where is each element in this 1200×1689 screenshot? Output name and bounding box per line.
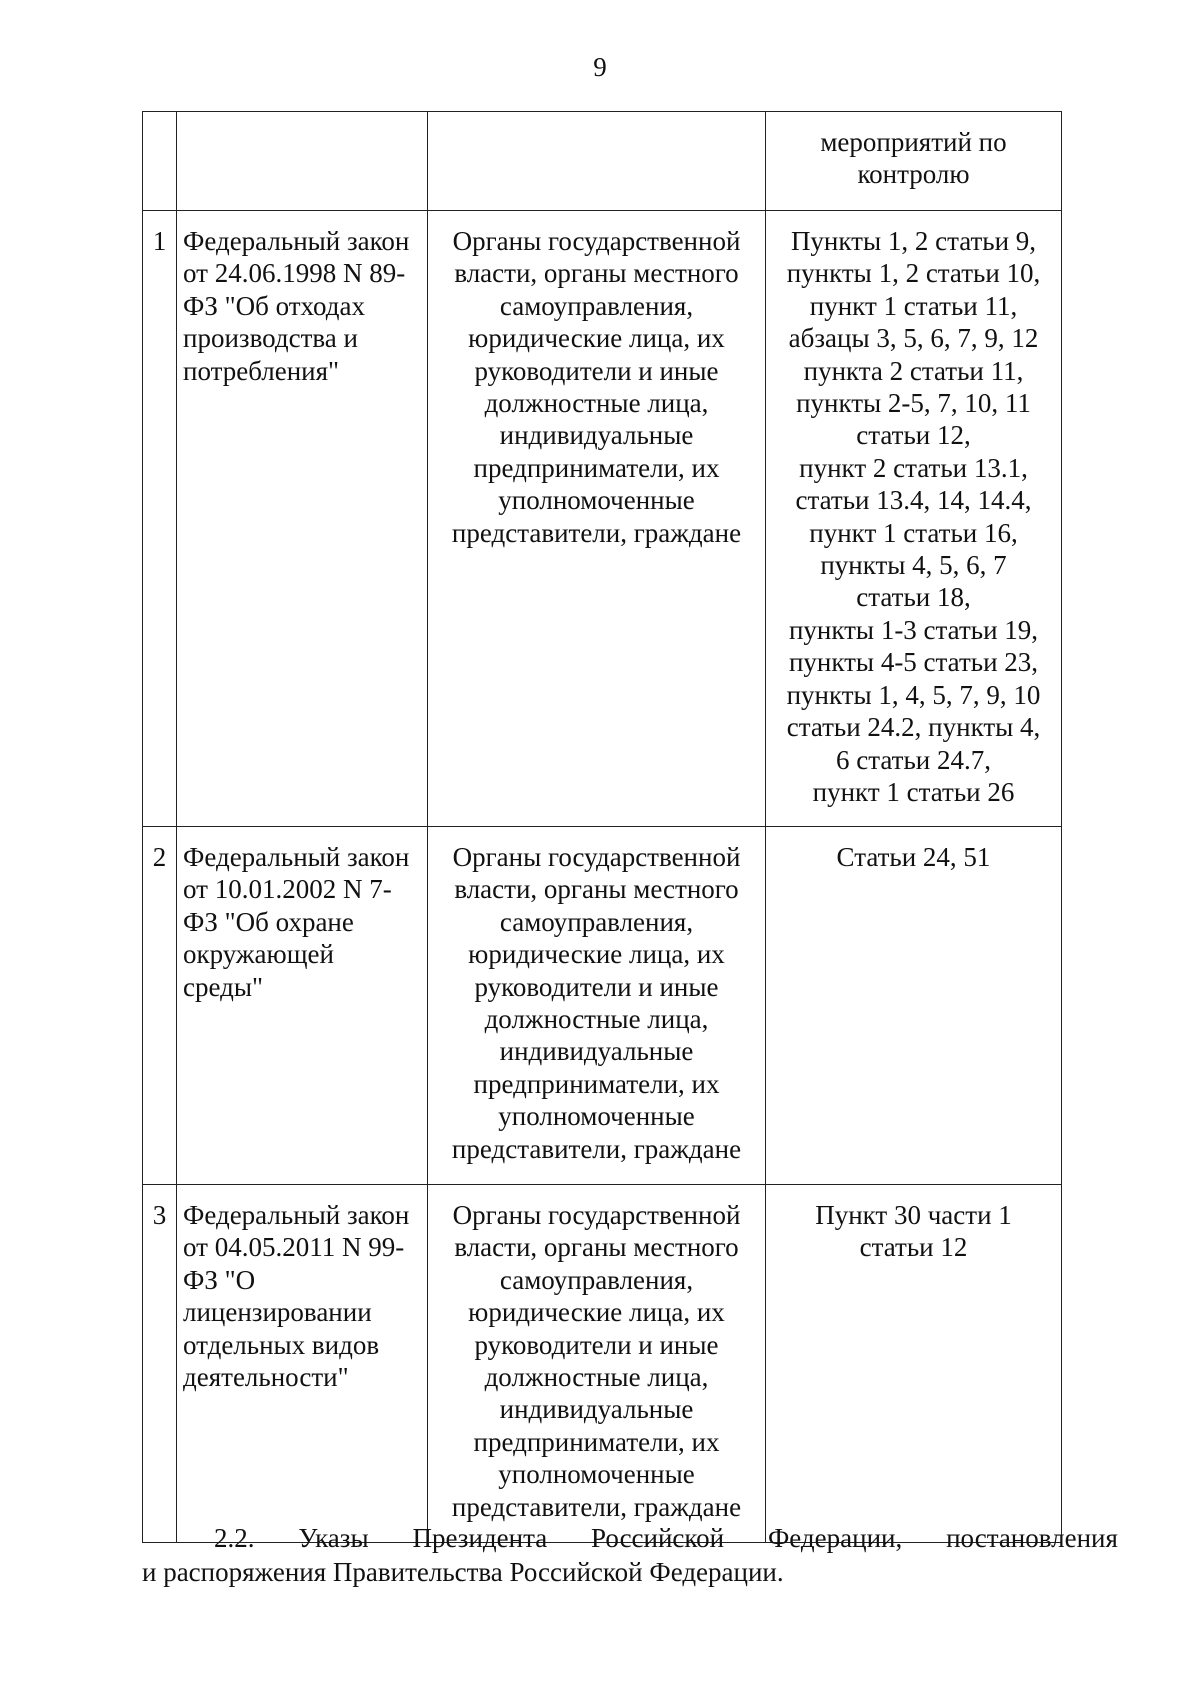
subjects-line: руководители и иные — [474, 355, 719, 386]
paragraph-word: Федерации, — [767, 1523, 903, 1553]
subjects-line: индивидуальные — [499, 420, 694, 451]
row-number: 2 — [143, 827, 177, 1185]
act-line: отдельных видов — [183, 1329, 380, 1360]
act-line: ФЗ "Об охране — [183, 906, 354, 937]
row-number: 1 — [143, 211, 177, 827]
act-line: от 24.06.1998 N 89- — [183, 258, 406, 289]
subjects-line: должностные лица, — [484, 1362, 709, 1393]
refs-line: пункт 1 статьи 16, — [809, 517, 1018, 548]
law-table — [142, 111, 1062, 1543]
row-number: 3 — [143, 1185, 177, 1543]
subjects-line: предприниматели, их — [473, 1068, 720, 1099]
act-line: ФЗ "О — [183, 1264, 256, 1295]
subjects-cell — [428, 827, 766, 1185]
refs-cell — [766, 211, 1062, 827]
refs-line: статьи 12 — [859, 1232, 968, 1263]
act-line: ФЗ "Об отходах — [183, 290, 365, 321]
paragraph-line-2: и распоряжения Правительства Российской Федерации. — [142, 1557, 784, 1587]
refs-line: пункты 4, 5, 6, 7 — [820, 550, 1007, 581]
subjects-line: Органы государственной — [452, 842, 741, 872]
subjects-line: самоуправления, — [499, 290, 694, 321]
act-line: Федеральный закон — [183, 1200, 410, 1230]
subjects-cell — [428, 211, 766, 827]
subjects-line: предприниматели, их — [473, 452, 720, 483]
act-line: окружающей — [183, 939, 334, 970]
refs-line: Статьи 24, 51 — [836, 842, 991, 872]
refs-line: пункт 2 статьи 13.1, — [799, 452, 1028, 483]
act-line: Федеральный закон — [183, 226, 410, 256]
subjects-line: юридические лица, их — [468, 1297, 725, 1328]
header-cell-subjects — [428, 112, 766, 211]
refs-line: статьи 13.4, 14, 14.4, — [795, 485, 1032, 516]
refs-cell — [766, 827, 1062, 1185]
refs-line: пункт 1 статьи 26 — [812, 776, 1015, 807]
refs-line: пункты 4-5 статьи 23, — [788, 647, 1039, 678]
act-cell — [177, 1185, 428, 1543]
header-text-line: контролю — [857, 159, 970, 190]
subjects-line: руководители и иные — [474, 971, 719, 1002]
act-line: потребления" — [183, 355, 340, 386]
act-line: от 10.01.2002 N 7- — [183, 874, 392, 905]
subjects-line: уполномоченные — [498, 1459, 695, 1490]
act-cell — [177, 827, 428, 1185]
subjects-line: индивидуальные — [499, 1036, 694, 1067]
subjects-line: индивидуальные — [499, 1394, 694, 1425]
subjects-line: уполномоченные — [498, 485, 695, 516]
paragraph-word: Указы — [298, 1523, 369, 1553]
refs-line: 6 статьи 24.7, — [836, 744, 991, 775]
refs-line: пункты 1, 2 статьи 10, — [786, 258, 1041, 289]
page-number: 9 — [593, 52, 607, 82]
subjects-line: власти, органы местного — [454, 258, 739, 289]
header-cell-act — [177, 112, 428, 211]
subjects-line: руководители и иные — [474, 1329, 719, 1360]
subjects-line: представители, граждане — [451, 1133, 742, 1164]
section-paragraph — [142, 1521, 1118, 1589]
subjects-line: Органы государственной — [452, 226, 741, 256]
subjects-line: самоуправления, — [499, 1264, 694, 1295]
refs-line: абзацы 3, 5, 6, 7, 9, 12 — [788, 323, 1039, 354]
refs-line: пункты 1, 4, 5, 7, 9, 10 — [786, 679, 1041, 710]
refs-line: статьи 24.2, пункты 4, — [786, 712, 1041, 743]
table-header-row — [143, 112, 1062, 211]
act-line: среды" — [183, 971, 264, 1002]
subjects-line: власти, органы местного — [454, 874, 739, 905]
refs-line: пункт 1 статьи 11, — [809, 290, 1018, 321]
paragraph-line-1 — [142, 1521, 1118, 1555]
refs-line: статьи 18, — [856, 582, 971, 613]
subjects-line: уполномоченные — [498, 1101, 695, 1132]
subjects-line: должностные лица, — [484, 1004, 709, 1035]
act-line: производства и — [183, 323, 358, 354]
paragraph-word: постановления — [946, 1523, 1118, 1553]
refs-cell — [766, 1185, 1062, 1543]
refs-line: пункты 2-5, 7, 10, 11 — [796, 388, 1031, 419]
subjects-line: юридические лица, их — [468, 323, 725, 354]
paragraph-word: Президента — [412, 1523, 548, 1553]
subjects-cell — [428, 1185, 766, 1543]
act-line: Федеральный закон — [183, 842, 410, 872]
table-row — [143, 211, 1062, 827]
act-line: лицензировании — [183, 1297, 372, 1328]
subjects-line: представители, граждане — [451, 517, 742, 548]
refs-line: пункта 2 статьи 11, — [803, 355, 1024, 386]
subjects-line: представители, граждане — [451, 1491, 742, 1522]
act-cell — [177, 211, 428, 827]
act-line: от 04.05.2011 N 99- — [183, 1232, 405, 1263]
table-row — [143, 827, 1062, 1185]
header-cell-num — [143, 112, 177, 211]
table-row — [143, 1185, 1062, 1543]
refs-line: пункты 1-3 статьи 19, — [788, 614, 1039, 645]
refs-line: Пункт 30 части 1 — [815, 1200, 1012, 1230]
refs-line: Пункты 1, 2 статьи 9, — [790, 226, 1037, 256]
header-text-line: мероприятий по — [820, 127, 1007, 157]
subjects-line: Органы государственной — [452, 1200, 741, 1230]
paragraph-word: 2.2. — [214, 1523, 255, 1553]
refs-line: статьи 12, — [856, 420, 971, 451]
subjects-line: юридические лица, их — [468, 939, 725, 970]
act-line: деятельности" — [183, 1362, 349, 1393]
subjects-line: самоуправления, — [499, 906, 694, 937]
subjects-line: власти, органы местного — [454, 1232, 739, 1263]
header-cell-refs — [766, 112, 1062, 211]
paragraph-word: Российской — [591, 1523, 725, 1553]
subjects-line: предприниматели, их — [473, 1426, 720, 1457]
subjects-line: должностные лица, — [484, 388, 709, 419]
